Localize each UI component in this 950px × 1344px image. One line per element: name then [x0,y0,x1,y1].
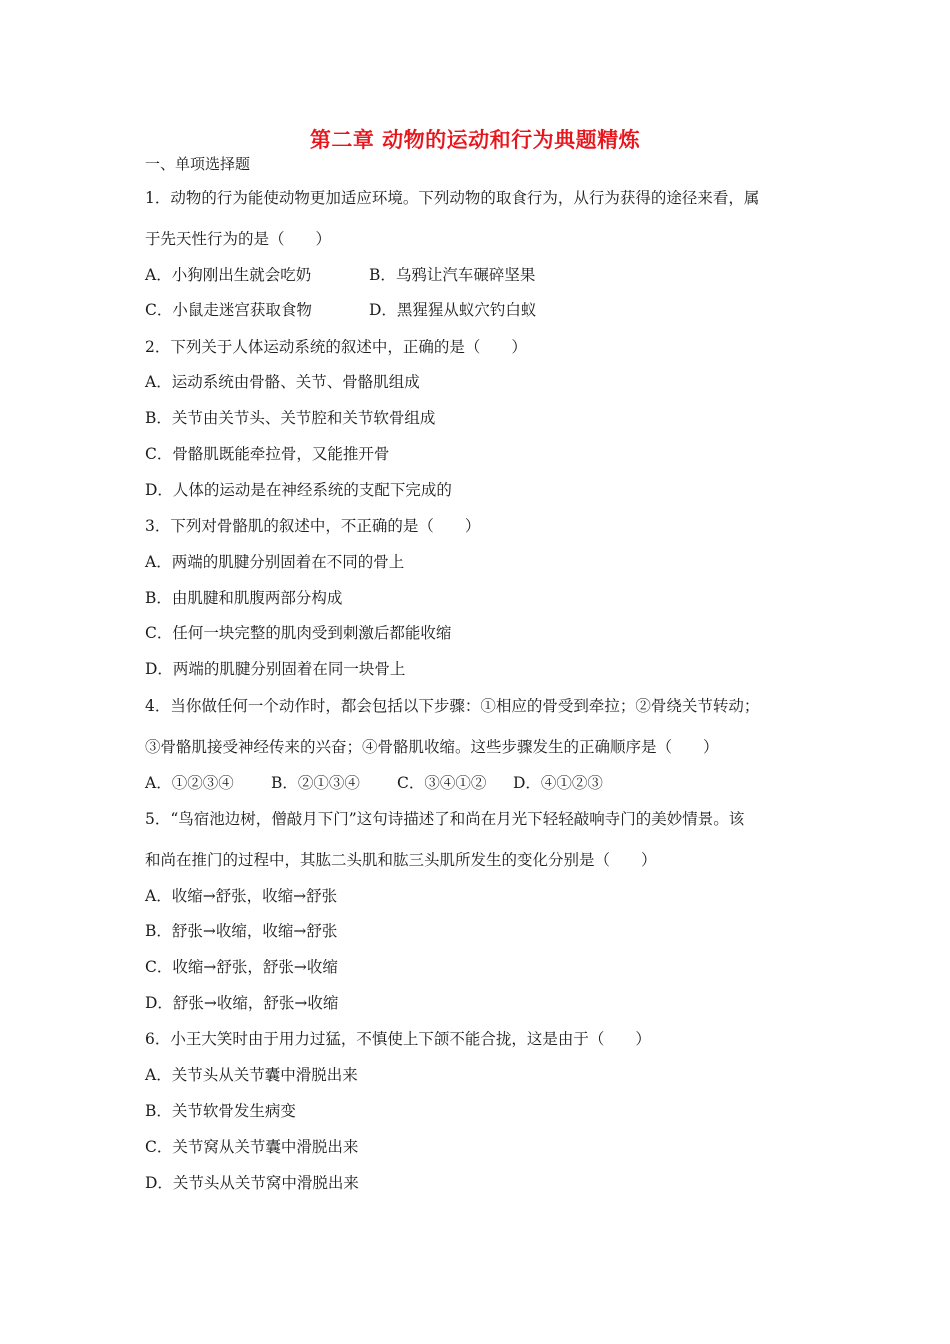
question-6-option-a: A．关节头从关节囊中滑脱出来 [145,1066,358,1084]
question-2-option-d: D．人体的运动是在神经系统的支配下完成的 [145,481,452,499]
question-1-option-d: D．黑猩猩从蚁穴钓白蚁 [369,301,537,319]
question-5-option-d: D．舒张→收缩，舒张→收缩 [145,994,339,1012]
question-4-option-d: D．④①②③ [513,774,603,792]
question-1-stem-line-1: 1．动物的行为能使动物更加适应环境。下列动物的取食行为，从行为获得的途径来看，属 [145,189,760,207]
question-6-option-d: D．关节头从关节窝中滑脱出来 [145,1174,359,1192]
question-1-option-a: A．小狗刚出生就会吃奶 [145,266,312,284]
question-1-option-c: C．小鼠走迷宫获取食物 [145,301,312,319]
question-4-option-c: C．③④①② [397,774,487,792]
question-5-stem-line-1: 5．“鸟宿池边树，僧敲月下门”这句诗描述了和尚在月光下轻轻敲响寺门的美妙情景。该 [145,810,745,828]
question-6-option-c: C．关节窝从关节囊中滑脱出来 [145,1138,359,1156]
question-2-option-a: A．运动系统由骨骼、关节、骨骼肌组成 [145,373,420,391]
question-4-option-b: B．②①③④ [271,774,360,792]
question-1-stem-line-2: 于先天性行为的是（ ） [145,230,332,248]
question-4-option-a: A．①②③④ [145,774,234,792]
question-3-option-d: D．两端的肌腱分别固着在同一块骨上 [145,660,406,678]
section-heading: 一、单项选择题 [145,155,251,173]
question-3-option-a: A．两端的肌腱分别固着在不同的骨上 [145,553,405,571]
question-5-option-c: C．收缩→舒张，舒张→收缩 [145,958,338,976]
question-1-options-row-2 [145,300,536,320]
question-4-stem-line-1: 4．当你做任何一个动作时，都会包括以下步骤：①相应的骨受到牵拉；②骨绕关节转动； [145,697,760,715]
question-4-stem-line-2: ③骨骼肌接受神经传来的兴奋；④骨骼肌收缩。这些步骤发生的正确顺序是（ ） [145,738,719,756]
question-5-option-a: A．收缩→舒张，收缩→舒张 [145,887,338,905]
question-5-option-b: B．舒张→收缩，收缩→舒张 [145,922,338,940]
question-3-stem: 3．下列对骨骼肌的叙述中，不正确的是（ ） [145,517,481,535]
question-6-stem: 6．小王大笑时由于用力过猛，不慎使上下颌不能合拢，这是由于（ ） [145,1030,651,1048]
question-2-option-b: B．关节由关节头、关节腔和关节软骨组成 [145,409,436,427]
question-2-option-c: C．骨骼肌既能牵拉骨，又能推开骨 [145,445,390,463]
question-3-option-c: C．任何一块完整的肌肉受到刺激后都能收缩 [145,624,452,642]
question-6-option-b: B．关节软骨发生病变 [145,1102,296,1120]
question-3-option-b: B．由肌腱和肌腹两部分构成 [145,589,343,607]
question-5-stem-line-2: 和尚在推门的过程中，其肱二头肌和肱三头肌所发生的变化分别是（ ） [145,851,657,869]
question-2-stem: 2．下列关于人体运动系统的叙述中，正确的是（ ） [145,338,527,356]
question-4-options-row [145,773,603,793]
question-1-options-row-1 [145,265,535,285]
question-1-option-b: B．乌鸦让汽车碾碎坚果 [369,266,536,284]
page-title: 第二章 动物的运动和行为典题精炼 [309,128,641,152]
